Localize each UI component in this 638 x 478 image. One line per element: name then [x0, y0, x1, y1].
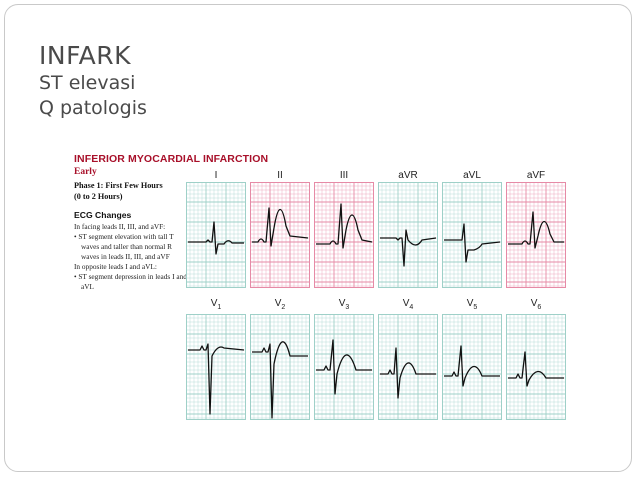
lead-label-avl: aVL — [463, 170, 481, 181]
ecg-panel-i — [186, 182, 246, 288]
phase-label — [74, 180, 194, 202]
stage-label: Early — [74, 167, 97, 177]
ecg-panel-background — [443, 183, 502, 288]
ecg-panel-background — [315, 183, 374, 288]
ecg-panel-ii — [250, 182, 310, 288]
lead-label-ii: II — [277, 170, 283, 181]
lead-label-avr: aVR — [398, 170, 418, 181]
ecg-panel-iii — [314, 182, 374, 288]
ecg-panel-v1 — [186, 314, 246, 420]
lead-label-v2: $V_2$ — [274, 298, 286, 311]
slide-title-block — [39, 41, 147, 121]
ecg-panel-v4 — [378, 314, 438, 420]
lead-label-v5: $V_5$ — [466, 298, 478, 311]
phase-line-1: Phase 1: First Few Hours — [74, 181, 163, 190]
lead-label-i: I — [214, 170, 218, 181]
ecg-changes-description — [74, 222, 190, 292]
ecg-panel-background — [379, 315, 438, 420]
ecg-figure — [68, 150, 568, 450]
lead-label-v6: $V_6$ — [530, 298, 542, 311]
slide-subtitle-pathologic-q: Q patologis — [39, 97, 147, 119]
facing-leads-text: In facing leads II, III, and aVF: — [74, 222, 166, 231]
phase-line-2: (0 to 2 Hours) — [74, 192, 123, 201]
ecg-panel-background — [379, 183, 438, 288]
ecg-panel-avl — [442, 182, 502, 288]
ecg-panel-v2 — [250, 314, 310, 420]
ecg-panel-background — [187, 183, 246, 288]
ecg-panel-avf — [506, 182, 566, 288]
opposite-leads-text: In opposite leads I and aVL: — [74, 262, 157, 271]
lead-label-v4: $V_4$ — [402, 298, 414, 311]
ecg-panel-v3 — [314, 314, 374, 420]
ecg-panel-background — [507, 315, 566, 420]
ecg-panel-avr — [378, 182, 438, 288]
ecg-panel-background — [315, 315, 374, 420]
lead-label-iii: III — [339, 170, 349, 181]
st-elevation-bullet: • ST segment elevation with tall T waves and taller than normal R waves in leads II, III, and aVF — [74, 232, 174, 261]
ecg-panel-v5 — [442, 314, 502, 420]
ecg-panel-background — [251, 183, 310, 288]
slide-title: INFARK — [39, 41, 132, 70]
ecg-panel-background — [187, 315, 246, 420]
slide-subtitle-st-elevation: ST elevasi — [39, 72, 136, 94]
ecg-changes-heading: ECG Changes — [74, 210, 132, 220]
lead-label-avf: aVF — [526, 170, 546, 181]
lead-label-v1: $V_1$ — [210, 298, 222, 311]
ecg-panel-background — [251, 315, 310, 420]
figure-title: INFERIOR MYOCARDIAL INFARCTION — [74, 153, 269, 165]
st-depression-bullet: • ST segment depression in leads I and aVL — [74, 272, 187, 291]
lead-label-v3: $V_3$ — [338, 298, 350, 311]
ecg-panel-v6 — [506, 314, 566, 420]
ecg-panel-background — [507, 183, 566, 288]
